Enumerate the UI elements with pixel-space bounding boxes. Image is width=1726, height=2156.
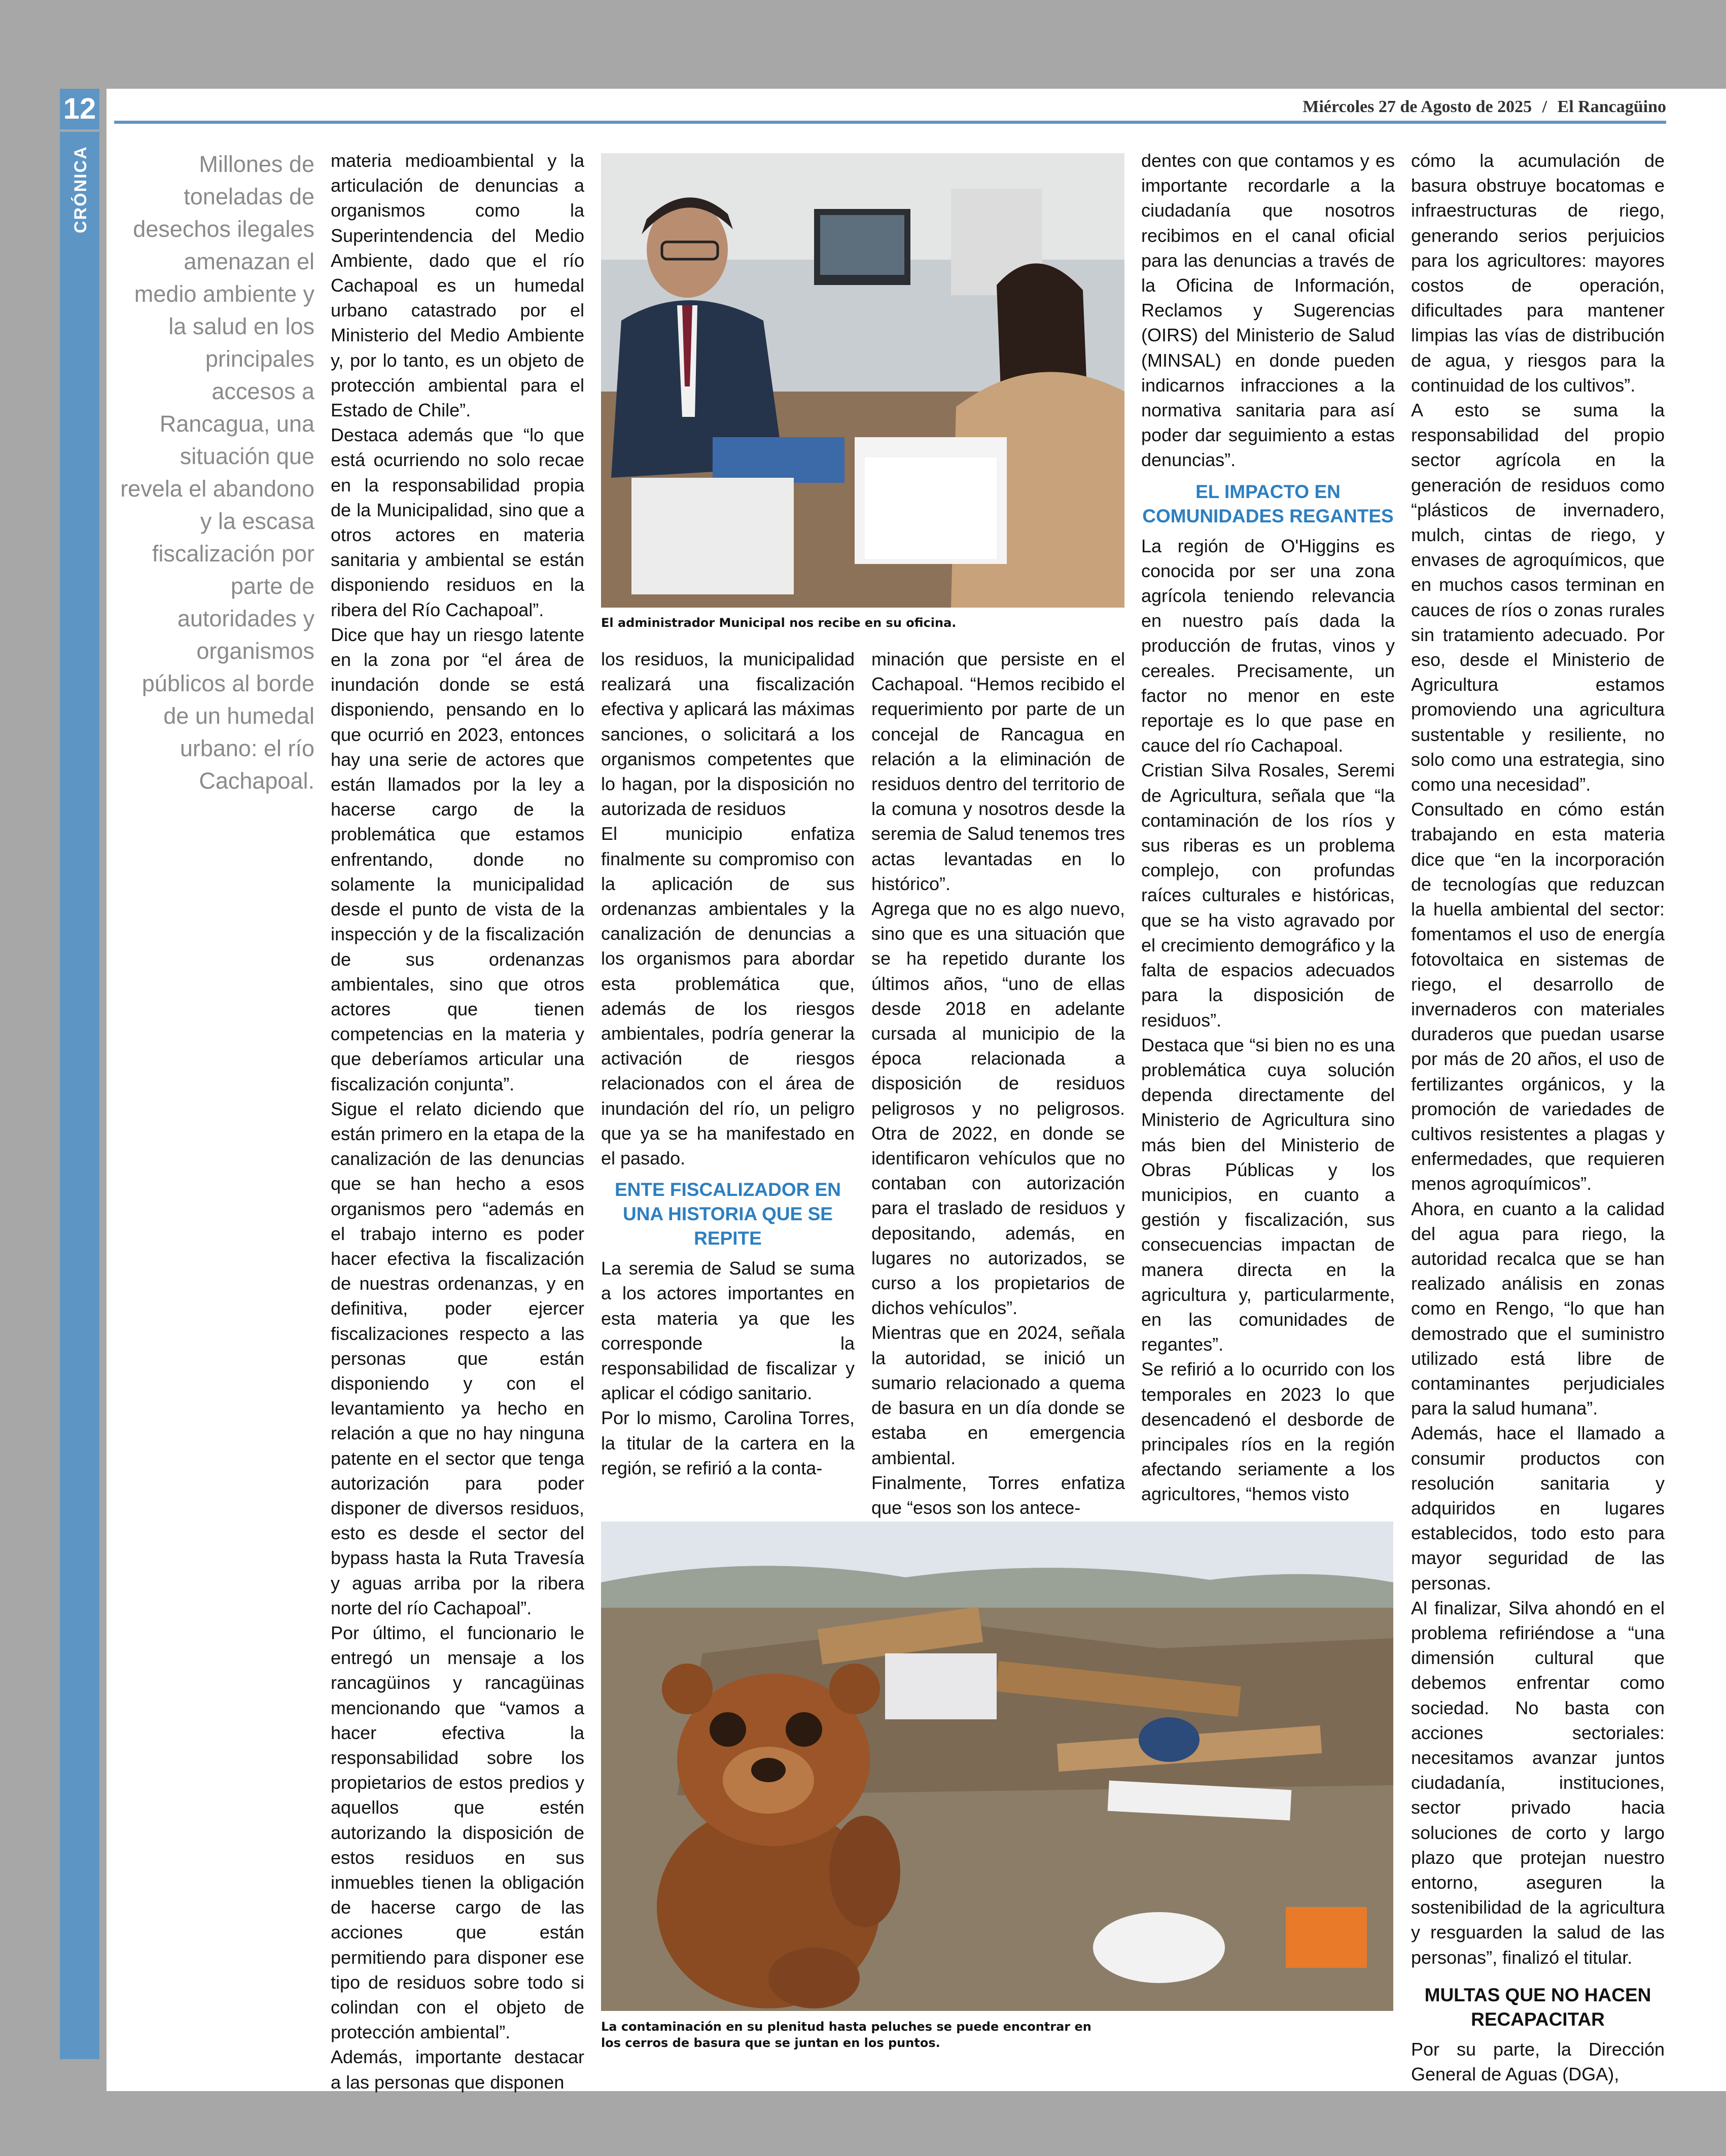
paragraph: La región de O'Higgins es conocida por ser una zona agrícola teniendo relevancia en nuestro país dada la producción de frutas, vinos y cereales. Precisamente, un factor no menor en este reportaje es lo que pase en cauce del río Cachapoal. bbox=[1141, 535, 1395, 756]
dateline bbox=[1296, 97, 1666, 117]
subheading-ente-fiscalizador: ENTE FISCALIZADOR EN UNA HISTORIA QUE SE REPITE bbox=[614, 1179, 841, 1249]
paragraph: minación que persiste en el Cachapoal. “Hemos recibido el requerimiento por parte de un concejal de Rancagua en relación a la eliminación de residuos dentro del territorio de la comuna y nosotros desde la seremia de Salud tenemos tres actas levantadas en lo histórico”. bbox=[871, 649, 1125, 894]
header-rule bbox=[114, 121, 1666, 124]
subheading-multas: MULTAS QUE NO HACEN RECAPACITAR bbox=[1424, 1984, 1651, 2030]
paragraph: los residuos, la municipalidad realizará una fiscalización efectiva y aplicará las máximas sanciones, o solicitará a los organismos competentes que lo hagan, por la disposición no autorizada de residuos bbox=[601, 649, 855, 820]
paragraph: Consultado en cómo están trabajando en esta materia dice que “en la incorporación de tecnologías que reduzcan la huella ambiental del sector: fomentamos el uso de energía fotovoltaica en sistemas de riego, el desarrollo de invernaderos con materiales duraderos que puedan usarse por más de 20 años, el uso de fertilizantes orgánicos, y la promoción de variedades de cultivos resistentes a plagas y enfermedades, que requieren menos agroquímicos”. bbox=[1411, 799, 1665, 1194]
paragraph: Destaca además que “lo que está ocurriendo no solo recae en la responsabilidad propia de la Municipalidad, sino que a otros actores en materia sanitaria y ambiental se están disponiendo residuos en la ribera del Río Cachapoal”. bbox=[331, 425, 584, 620]
subheading-impacto-regantes: EL IMPACTO EN COMUNIDADES REGANTES bbox=[1142, 481, 1394, 526]
dump-photo bbox=[601, 1522, 1393, 2011]
article-column-1 bbox=[331, 148, 584, 2093]
paragraph: Por su parte, la Dirección General de Aguas (DGA), bbox=[1411, 2038, 1665, 2085]
paragraph: Sigue el relato diciendo que están primero en la etapa de la canalización de las denuncias que se han hecho a esos organismos pero “además en el trabajo interno es poder hacer efectiva la fiscalización de nuestras ordenanzas, y en definitiva, poder ejercer fiscalizaciones respecto a las personas que están disponiendo y con el levantamiento ya hecho en relación a que no hay ninguna patente en el sector que tenga autorización para poder disponer de diversos residuos, esto es desde el sector del bypass hasta la Ruta Travesía y aguas arriba por la ribera norte del río Cachapoal”. bbox=[331, 1098, 584, 1618]
page-number: 12 bbox=[60, 89, 99, 129]
paragraph: Cristian Silva Rosales, Seremi de Agricultura, señala que “la contaminación de los ríos y sus riberas es un problema complejo, con profundas raíces culturales e históricas, que se ha visto agravado por el crecimiento demográfico y la falta de espacios adecuados para la disposición de residuos”. bbox=[1141, 760, 1395, 1031]
office-photo-illustration bbox=[601, 153, 1124, 608]
paragraph: Por lo mismo, Carolina Torres, la titular de la cartera en la región, se refirió a la conta- bbox=[601, 1407, 855, 1478]
issue-date: Miércoles 27 de Agosto de 2025 bbox=[1302, 97, 1532, 116]
paragraph: cómo la acumulación de basura obstruye bocatomas e infraestructuras de riego, generando serios perjuicios para los agricultores: mayores costos de operación, dificultades para mantener limpias las vías de distribución de agua, y riesgos para la continuidad de los cultivos”. bbox=[1411, 150, 1665, 396]
paragraph: A esto se suma la responsabilidad del propio sector agrícola en la generación de residuos como “plásticos de invernadero, mulch, cintas de riego, y envases de agroquímicos, que en muchos casos terminan en cauces de ríos o zonas rurales sin tratamiento adecuado. Por eso, desde el Ministerio de Agricultura estamos promoviendo una agricultura sustentable y resiliente, no solo como una estrategia, sino como una necesidad”. bbox=[1411, 400, 1665, 795]
paragraph: Agrega que no es algo nuevo, sino que es una situación que se ha repetido durante los últimos años, “uno de ellas desde 2018 en adelante cursada al municipio de la época relacionada a disposición de residuos peligrosos y no peligrosos. Otra de 2022, en donde se identificaron vehículos que no contaban con autorización para el traslado de residuos y depositando, además, en lugares no autorizados, se curso a los propietarios de dichos vehículos”. bbox=[871, 898, 1125, 1319]
paragraph: Se refirió a lo ocurrido con los temporales en 2023 lo que desencadenó el desborde de principales ríos en la región afectando seriamente a los agricultores, “hemos visto bbox=[1141, 1359, 1395, 1505]
paragraph: Dice que hay un riesgo latente en la zona por “el área de inundación donde se está disponiendo, pensando en lo que ocurrió en 2023, entonces hay una serie de actores que están llamados por la ley a hacerse cargo de la problemática que estamos enfrentando, donde no solamente la municipalidad desde el punto de vista de la inspección y de la fiscalización de sus ordenanzas ambientales, sino que otros actores que tienen competencias en la materia y que deberíamos articular una fiscalización conjunta”. bbox=[331, 624, 584, 1094]
paragraph: Destaca que “si bien no es una problemática cuya solución dependa directamente del Ministerio de Agricultura sino más bien del Ministerio de Obras Públicas y los municipios, en cuanto a gestión y fiscalización, sus consecuencias impactan de manera directa en la agricultura y, particularmente, en las comunidades de regantes”. bbox=[1141, 1034, 1395, 1355]
paragraph: Además, hace el llamado a consumir productos con resolución sanitaria y adquiridos en lugares establecidos, todo esto para mayor seguridad de las personas. bbox=[1411, 1423, 1665, 1594]
section-label: CRÓNICA bbox=[71, 146, 90, 233]
paragraph: El municipio enfatiza finalmente su compromiso con la aplicación de sus ordenanzas ambientales y la canalización de denuncias a los organismos para abordar esta problemática que, además de los riesgos ambientales, podría generar la activación de riesgos relacionados con el área de inundación del río, un peligro que ya se ha manifestado en el pasado. bbox=[601, 823, 855, 1169]
paragraph: dentes con que contamos y es importante recordarle a la ciudadanía que nosotros recibimos en el canal oficial para las denuncias a través de la Oficina de Información, Reclamos y Sugerencias (OIRS) del Ministerio de Salud (MINSAL) en donde pueden indicarnos infracciones a la normativa sanitaria para así poder dar seguimiento a estas denuncias”. bbox=[1141, 150, 1395, 471]
office-photo bbox=[601, 153, 1124, 608]
paragraph: Ahora, en cuanto a la calidad del agua para riego, la autoridad recalca que se han realizado análisis en zonas como en Rengo, “lo que han demostrado que el suministro utilizado está libre de contaminantes perjudiciales para la salud humana”. bbox=[1411, 1198, 1665, 1419]
article-column-4 bbox=[1141, 148, 1395, 1505]
publication-name: El Rancagüino bbox=[1557, 97, 1666, 116]
dump-photo-caption: La contaminación en su plenitud hasta peluches se puede encontrar en los cerros de basura que se juntan en los puntos. bbox=[601, 2020, 1091, 2050]
dump-photo-illustration bbox=[601, 1522, 1393, 2011]
article-column-2 bbox=[601, 647, 855, 1504]
paragraph: Además, importante destacar a las personas que disponen bbox=[331, 2046, 584, 2093]
paragraph: Por último, el funcionario le entregó un mensaje a los rancagüinos y rancagüinas mencionando que “vamos a hacer efectiva la responsabilidad sobre los propietarios de estos predios y aquellos que estén autorizando la disposición de estos residuos en sus inmuebles tienen la obligación de hacerse cargo de las acciones que están permitiendo para disponer ese tipo de residuos sobre todo si colindan con el objeto de protección ambiental”. bbox=[331, 1622, 584, 2043]
section-sidebar bbox=[60, 132, 99, 2059]
paragraph: Al finalizar, Silva ahondó en el problema refiriéndose a “una dimensión cultural que debemos enfrentar como sociedad. No basta con acciones sectoriales: necesitamos avanzar juntos ciudadanía, instituciones, sector privado hacia soluciones de corto y largo plazo que protejan nuestro entorno, aseguren la sostenibilidad de la agricultura y resguarden la salud de las personas”, finalizó el titular. bbox=[1411, 1597, 1665, 1968]
paragraph: La seremia de Salud se suma a los actores importantes en esta materia ya que les corresponde la responsabilidad de fiscalizar y aplicar el código sanitario. bbox=[601, 1258, 855, 1404]
paragraph: materia medioambiental y la articulación de denuncias a organismos como la Superintendencia del Medio Ambiente, dado que el río Cachapoal es un humedal urbano catastrado por el Ministerio del Medio Ambiente y, por lo tanto, es un objeto de protección ambiental para el Estado de Chile”. bbox=[331, 150, 584, 421]
office-photo-caption: El administrador Municipal nos recibe en su oficina. bbox=[601, 616, 957, 630]
paragraph: Finalmente, Torres enfatiza que “esos son los antece- bbox=[871, 1472, 1125, 1518]
dateline-separator: / bbox=[1542, 97, 1547, 116]
pullquote: Millones de toneladas de desechos ilegales amenazan el medio ambiente y la salud en los principales accesos a Rancagua, una situación que revela el abandono y la escasa fiscalización por parte de autoridades y organismos públicos al borde de un humedal urbano: el río Cachapoal. bbox=[120, 151, 314, 794]
article-column-3 bbox=[871, 647, 1125, 1518]
article-column-5 bbox=[1411, 148, 1665, 2085]
paragraph: Mientras que en 2024, señala la autoridad, se inició un sumario relacionado a quema de basura en un día donde se estaba en emergencia ambiental. bbox=[871, 1322, 1125, 1468]
